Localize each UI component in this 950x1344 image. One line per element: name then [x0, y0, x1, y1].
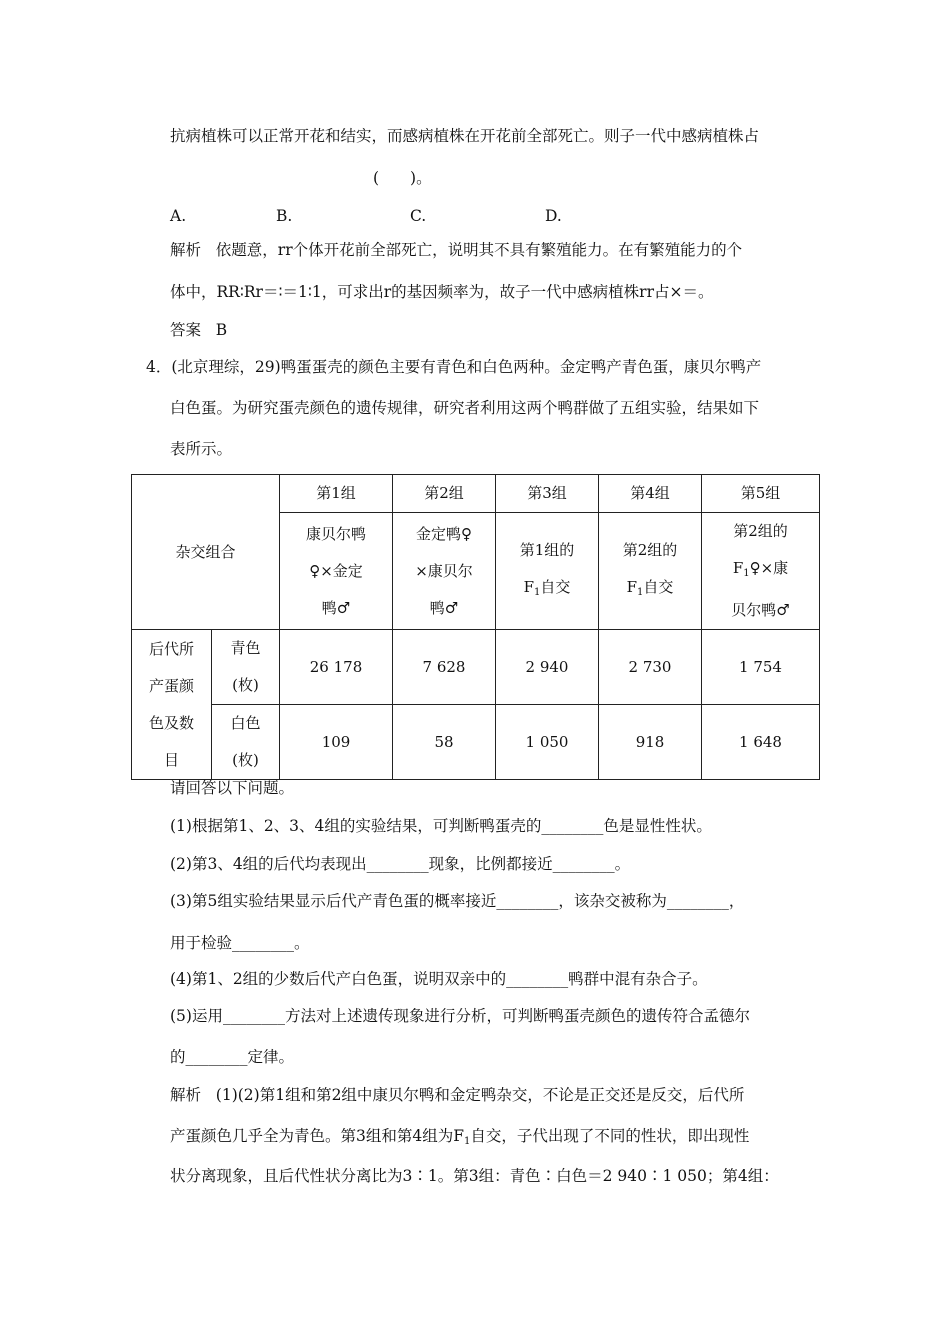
table-row [132, 630, 820, 705]
q4-stem-line2: 白色蛋。为研究蛋壳颜色的遗传规律，研究者利用这两个鸭群做了五组实验，结果如下 [170, 399, 760, 417]
questions-intro: 请回答以下问题。 [170, 779, 295, 797]
group-4-header: 第4组 [599, 475, 702, 513]
answer-value: B [215, 321, 228, 339]
table-cell: 2 940 [496, 630, 599, 705]
sub-question-3-line2: 用于检验________。 [170, 934, 310, 952]
table-cell: 1 754 [702, 630, 820, 705]
table-cell: 26 178 [280, 630, 393, 705]
answer-label: 答案 [170, 321, 202, 339]
q3-answer-blank: ( )。 [373, 169, 432, 187]
analysis-label: 解析 [170, 241, 202, 259]
q4-stem-text: 鸭蛋蛋壳的颜色主要有青色和白色两种。金定鸭产青色蛋，康贝尔鸭产 [280, 358, 762, 376]
group-1-cross: 康贝尔鸭 ♀×金定 鸭♂ [280, 513, 393, 630]
color-cyan-label: 青色 (枚) [212, 630, 280, 705]
q4-stem-line1 [146, 357, 761, 377]
table-cell: 7 628 [393, 630, 496, 705]
q4-analysis-line2: 产蛋颜色几乎全为青色。第3组和第4组为$F_1$自交，子代出现了不同的性状，即出现性 [170, 1127, 750, 1147]
table-cell: 1 648 [702, 705, 820, 780]
offspring-label: 后代所 产蛋颜 色及数 目 [132, 630, 212, 780]
group-1-header: 第1组 [280, 475, 393, 513]
group-4-cross: 第2组的 $F_1$自交 [599, 513, 702, 630]
cross-combination-label: 杂交组合 [132, 475, 280, 630]
sub-question-5-line1: (5)运用________方法对上述遗传现象进行分析，可判断鸭蛋壳颜色的遗传符合孟德尔 [170, 1007, 750, 1025]
analysis-text: 依题意，rr个体开花前全部死亡，说明其不具有繁殖能力。在有繁殖能力的个 [215, 241, 743, 259]
option-d: D. [545, 207, 562, 225]
sub-question-2: (2)第3、4组的后代均表现出________现象，比例都接近________。 [170, 855, 631, 873]
q3-analysis-line1 [170, 240, 742, 260]
analysis-label: 解析 [170, 1086, 202, 1104]
q3-analysis-line2: 体中，RR∶Rr＝∶＝1∶1，可求出r的基因频率为，故子一代中感病植株rr占×＝。 [170, 283, 714, 301]
q3-answer [170, 320, 227, 340]
q4-stem-line3: 表所示。 [170, 440, 233, 458]
q4-source: (北京理综，29) [171, 358, 281, 376]
group-5-header: 第5组 [702, 475, 820, 513]
table-cell: 918 [599, 705, 702, 780]
group-5-cross: 第2组的 $F_1♀\times$康 贝尔鸭♂ [702, 513, 820, 630]
q4-analysis-line3: 状分离现象，且后代性状分离比为3∶1。第3组：青色∶白色＝2 940∶1 050；第4组： [170, 1167, 779, 1185]
table-cell: 58 [393, 705, 496, 780]
analysis-text: (1)(2)第1组和第2组中康贝尔鸭和金定鸭杂交，不论是正交还是反交，后代所 [215, 1086, 745, 1104]
option-c: C. [410, 207, 427, 225]
color-white-label: 白色 (枚) [212, 705, 280, 780]
q3-stem-line: 抗病植株可以正常开花和结实，而感病植株在开花前全部死亡。则子一代中感病植株占 [170, 127, 760, 145]
results-table [131, 474, 820, 780]
q4-analysis-line1 [170, 1085, 744, 1105]
group-2-cross: 金定鸭♀ ×康贝尔 鸭♂ [393, 513, 496, 630]
option-b: B. [276, 207, 293, 225]
table-cell: 109 [280, 705, 393, 780]
group-2-header: 第2组 [393, 475, 496, 513]
group-3-header: 第3组 [496, 475, 599, 513]
sub-question-1: (1)根据第1、2、3、4组的实验结果，可判断鸭蛋壳的________色是显性性状。 [170, 817, 712, 835]
sub-question-3-line1: (3)第5组实验结果显示后代产青色蛋的概率接近________，该杂交被称为________， [170, 892, 745, 910]
table-cell: 2 730 [599, 630, 702, 705]
table-row [132, 705, 820, 780]
table-cell: 1 050 [496, 705, 599, 780]
option-a: A. [170, 207, 187, 225]
sub-question-4: (4)第1、2组的少数后代产白色蛋，说明双亲中的________鸭群中混有杂合子。 [170, 970, 708, 988]
table-header-row [132, 475, 820, 513]
q4-number: 4． [146, 358, 172, 376]
sub-question-5-line2: 的________定律。 [170, 1048, 295, 1066]
group-3-cross: 第1组的 $F_1$自交 [496, 513, 599, 630]
